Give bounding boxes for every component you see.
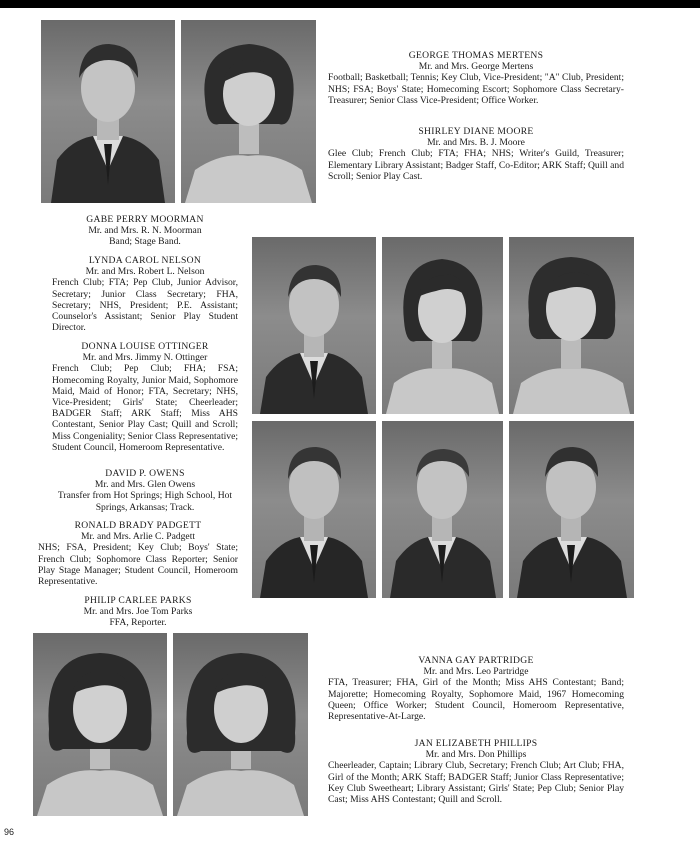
student-entry-owens — [52, 468, 238, 513]
student-entry-moorman — [52, 214, 238, 248]
top-border — [0, 0, 700, 8]
student-entry-padgett — [38, 520, 238, 587]
student-parents: Mr. and Mrs. Jimmy N. Ottinger — [82, 352, 208, 364]
student-entry-moore — [328, 126, 624, 182]
student-name: SHIRLEY DIANE MOORE — [418, 126, 534, 137]
student-entry-ottinger — [52, 341, 238, 453]
student-name: DAVID P. OWENS — [105, 468, 185, 479]
page-number: 96 — [4, 827, 15, 837]
student-parents: Mr. and Mrs. Leo Partridge — [423, 666, 529, 678]
portrait-photo-male — [41, 20, 175, 203]
student-activities: NHS; FSA, President; Key Club; Boys' State; French Club; Sophomore Class Reporter; Senior Play Stage Manager; Student Council, Homeroom Representative. — [38, 542, 238, 588]
portrait-photo-male — [382, 421, 503, 598]
student-name: GABE PERRY MOORMAN — [86, 214, 204, 225]
student-name: JAN ELIZABETH PHILLIPS — [414, 738, 538, 749]
student-parents: Mr. and Mrs. Don Phillips — [425, 749, 527, 761]
portrait-photo-male — [252, 237, 376, 414]
portrait-photo-female — [382, 237, 503, 414]
student-parents: Mr. and Mrs. Robert L. Nelson — [85, 266, 205, 278]
portrait-photo-female — [181, 20, 316, 203]
student-parents: Mr. and Mrs. Glen Owens — [94, 479, 196, 491]
student-name: PHILIP CARLEE PARKS — [84, 595, 192, 606]
student-activities: Glee Club; French Club; FTA; FHA; NHS; Writer's Guild, Treasurer; Elementary Library Assistant; Badger Staff, Co-Editor; ARK Staff; Quill and Scroll; Senior Play Cast. — [328, 148, 624, 182]
student-activities: Football; Basketball; Tennis; Key Club, Vice-President; "A" Club, President; NHS; FSA; Boys' State; Homecoming Escort; Sophomore Class Secretary-Treasurer; Senior Class Vice-President; Office Worker. — [328, 72, 624, 106]
student-entry-mertens — [328, 50, 624, 106]
student-entry-phillips — [328, 738, 624, 805]
student-parents: Mr. and Mrs. Joe Tom Parks — [83, 606, 193, 618]
student-parents: Mr. and Mrs. George Mertens — [418, 61, 534, 73]
student-parents: Mr. and Mrs. R. N. Moorman — [88, 225, 202, 237]
portrait-photo-female — [509, 237, 634, 414]
student-activities: FTA, Treasurer; FHA, Girl of the Month; Miss AHS Contestant; Band; Majorette; Homecoming Royalty, Sophomore Maid, 1967 Homecoming Queen; Office Worker; Student Council, Homeroom Representative, Representative-At-Large. — [328, 677, 624, 723]
student-entry-partridge — [328, 655, 624, 722]
student-parents: Mr. and Mrs. B. J. Moore — [427, 137, 525, 149]
student-name: DONNA LOUISE OTTINGER — [81, 341, 209, 352]
portrait-photo-male — [252, 421, 376, 598]
student-name: LYNDA CAROL NELSON — [88, 255, 202, 266]
portrait-photo-female — [173, 633, 308, 816]
portrait-photo-female — [33, 633, 167, 816]
portrait-photo-male — [509, 421, 634, 598]
student-activities: French Club; FTA; Pep Club, Junior Advisor, Secretary; Junior Class Secretary; FHA, Secretary; NHS, President; P.E. Assistant; Counselor's Assistant; Senior Play Student Director. — [52, 277, 238, 334]
student-name: GEORGE THOMAS MERTENS — [408, 50, 544, 61]
student-activities: French Club; Pep Club; FHA; FSA; Homecoming Royalty, Junior Maid, Sophomore Maid, Maid of Honor; FTA, Secretary; NHS, Vice-President; Girls' State; Cheerleader; BADGER Staff; ARK Staff; Miss AHS Contestant, Senior Play Cast; Quill and Scroll; Miss Congeniality; Senior Class Representative; Student Council, Homeroom Representative. — [52, 363, 238, 453]
student-activities: Cheerleader, Captain; Library Club, Secretary; French Club; Art Club; FHA, Girl of the Month; ARK Staff; BADGER Staff; Junior Class Representative; Key Club Sweetheart; Library Assistant; Girls' State; Pep Club; Senior Play Cast; Miss AHS Contestant; Quill and Scroll. — [328, 760, 624, 806]
student-activities: Transfer from Hot Springs; High School, Hot Springs, Arkansas; Track. — [57, 490, 233, 513]
student-name: RONALD BRADY PADGETT — [74, 520, 202, 531]
student-parents: Mr. and Mrs. Arlie C. Padgett — [80, 531, 196, 543]
student-entry-parks — [38, 595, 238, 629]
student-activities: Band; Stage Band. — [109, 236, 181, 248]
student-activities: FFA, Reporter. — [109, 617, 167, 629]
student-name: VANNA GAY PARTRIDGE — [418, 655, 534, 666]
student-entry-nelson — [52, 255, 238, 333]
